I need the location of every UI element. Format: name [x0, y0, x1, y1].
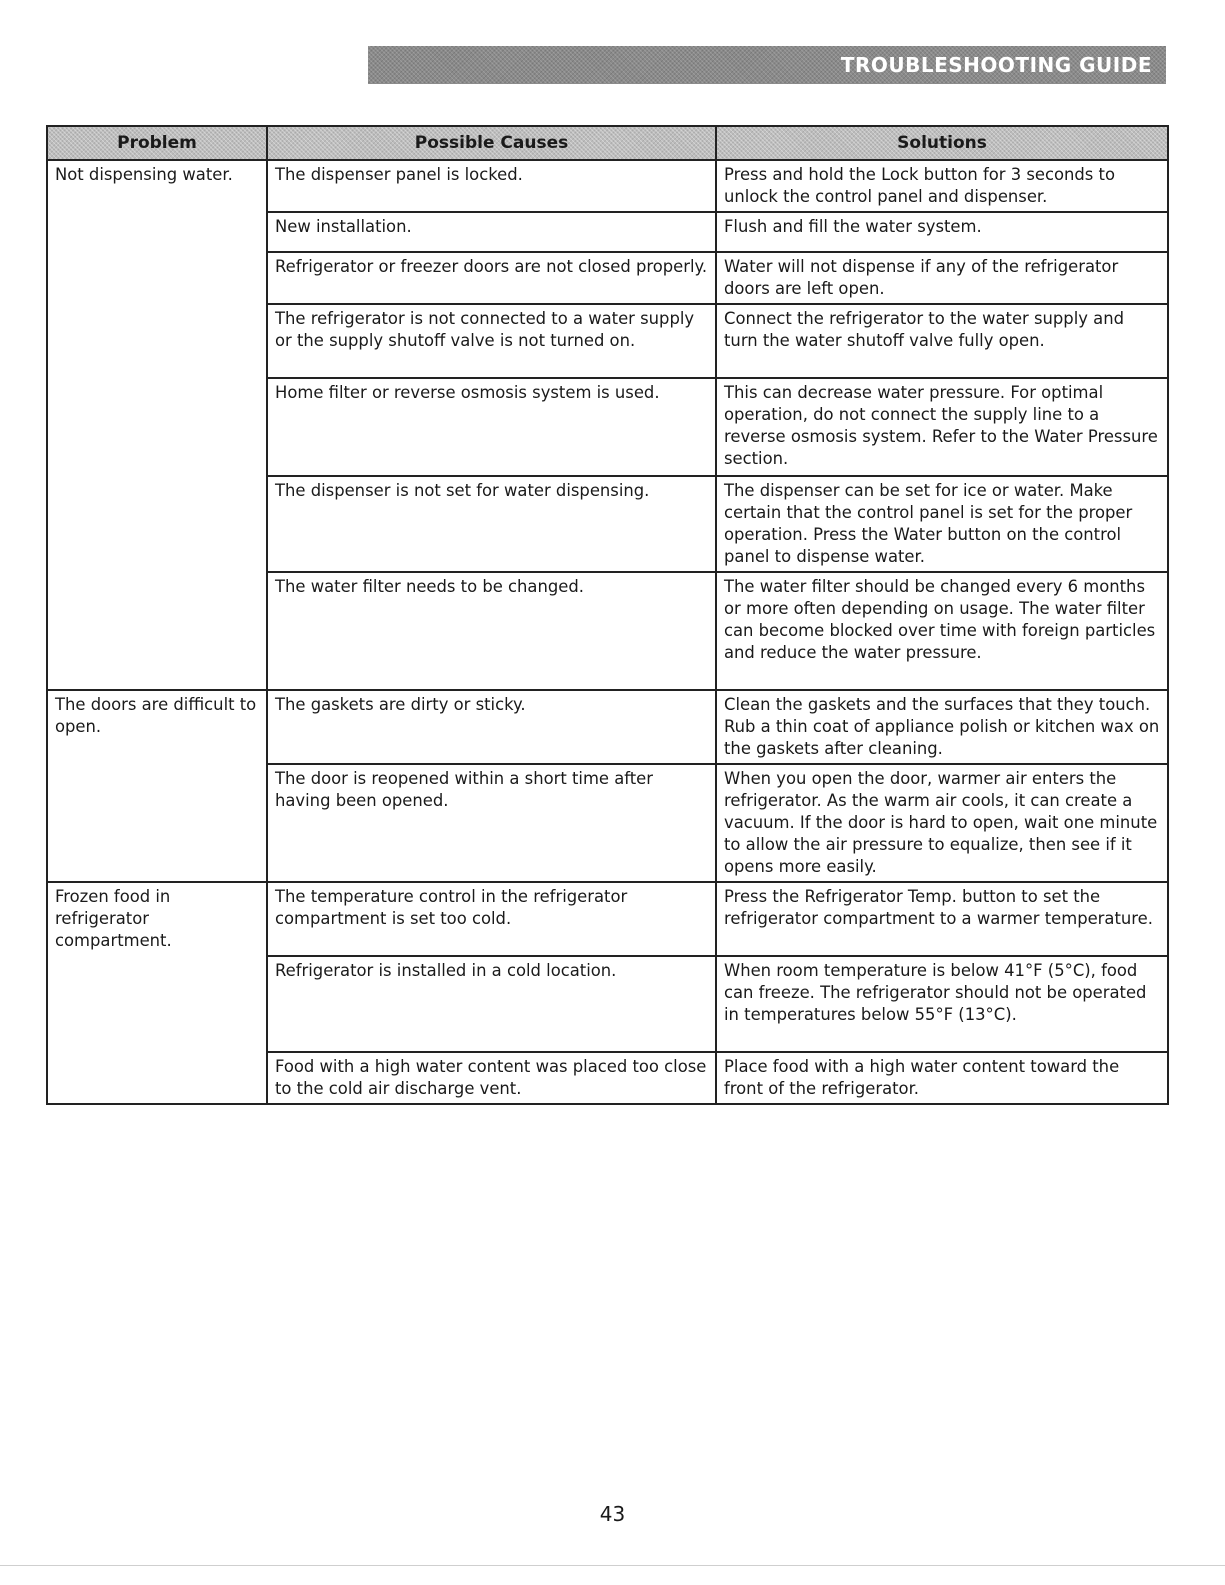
cause-cell: Refrigerator is installed in a cold location.: [267, 956, 716, 1052]
table-row: [47, 690, 1168, 764]
solution-cell: The dispenser can be set for ice or water. Make certain that the control panel is set for the proper operation. Press the Water button on the control panel to dispense water.: [716, 476, 1168, 572]
bottom-divider: [0, 1565, 1225, 1566]
cause-cell: Refrigerator or freezer doors are not closed properly.: [267, 252, 716, 304]
troubleshooting-table: [46, 125, 1169, 1105]
cause-cell: The water filter needs to be changed.: [267, 572, 716, 690]
solution-cell: Water will not dispense if any of the refrigerator doors are left open.: [716, 252, 1168, 304]
problem-cell: Not dispensing water.: [47, 160, 267, 690]
solution-cell: When room temperature is below 41°F (5°C), food can freeze. The refrigerator should not be operated in temperatures below 55°F (13°C).: [716, 956, 1168, 1052]
header-problem: Problem: [47, 126, 267, 160]
solution-cell: Place food with a high water content toward the front of the refrigerator.: [716, 1052, 1168, 1104]
cause-cell: The temperature control in the refrigerator compartment is set too cold.: [267, 882, 716, 956]
section-banner: [368, 46, 1166, 84]
solution-cell: Flush and fill the water system.: [716, 212, 1168, 252]
table-row: [47, 882, 1168, 956]
solution-cell: Press the Refrigerator Temp. button to set the refrigerator compartment to a warmer temperature.: [716, 882, 1168, 956]
cause-cell: Home filter or reverse osmosis system is used.: [267, 378, 716, 476]
table-header-row: [47, 126, 1168, 160]
cause-cell: The dispenser panel is locked.: [267, 160, 716, 212]
cause-cell: The door is reopened within a short time after having been opened.: [267, 764, 716, 882]
cause-cell: The refrigerator is not connected to a water supply or the supply shutoff valve is not turned on.: [267, 304, 716, 378]
solution-cell: Press and hold the Lock button for 3 seconds to unlock the control panel and dispenser.: [716, 160, 1168, 212]
solution-cell: This can decrease water pressure. For optimal operation, do not connect the supply line to a reverse osmosis system. Refer to the Water Pressure section.: [716, 378, 1168, 476]
solution-cell: When you open the door, warmer air enters the refrigerator. As the warm air cools, it can create a vacuum. If the door is hard to open, wait one minute to allow the air pressure to equalize, then see if it opens more easily.: [716, 764, 1168, 882]
section-title: TROUBLESHOOTING GUIDE: [840, 53, 1152, 77]
solution-cell: Clean the gaskets and the surfaces that they touch. Rub a thin coat of appliance polish or kitchen wax on the gaskets after cleaning.: [716, 690, 1168, 764]
cause-cell: New installation.: [267, 212, 716, 252]
solution-cell: Connect the refrigerator to the water supply and turn the water shutoff valve fully open.: [716, 304, 1168, 378]
table-row: [47, 160, 1168, 212]
header-solutions: Solutions: [716, 126, 1168, 160]
cause-cell: Food with a high water content was placed too close to the cold air discharge vent.: [267, 1052, 716, 1104]
header-possible-causes: Possible Causes: [267, 126, 716, 160]
cause-cell: The dispenser is not set for water dispensing.: [267, 476, 716, 572]
page-number: 43: [599, 1502, 626, 1526]
solution-cell: The water filter should be changed every 6 months or more often depending on usage. The water filter can become blocked over time with foreign particles and reduce the water pressure.: [716, 572, 1168, 690]
problem-cell: The doors are difficult to open.: [47, 690, 267, 882]
problem-cell: Frozen food in refrigerator compartment.: [47, 882, 267, 1104]
cause-cell: The gaskets are dirty or sticky.: [267, 690, 716, 764]
